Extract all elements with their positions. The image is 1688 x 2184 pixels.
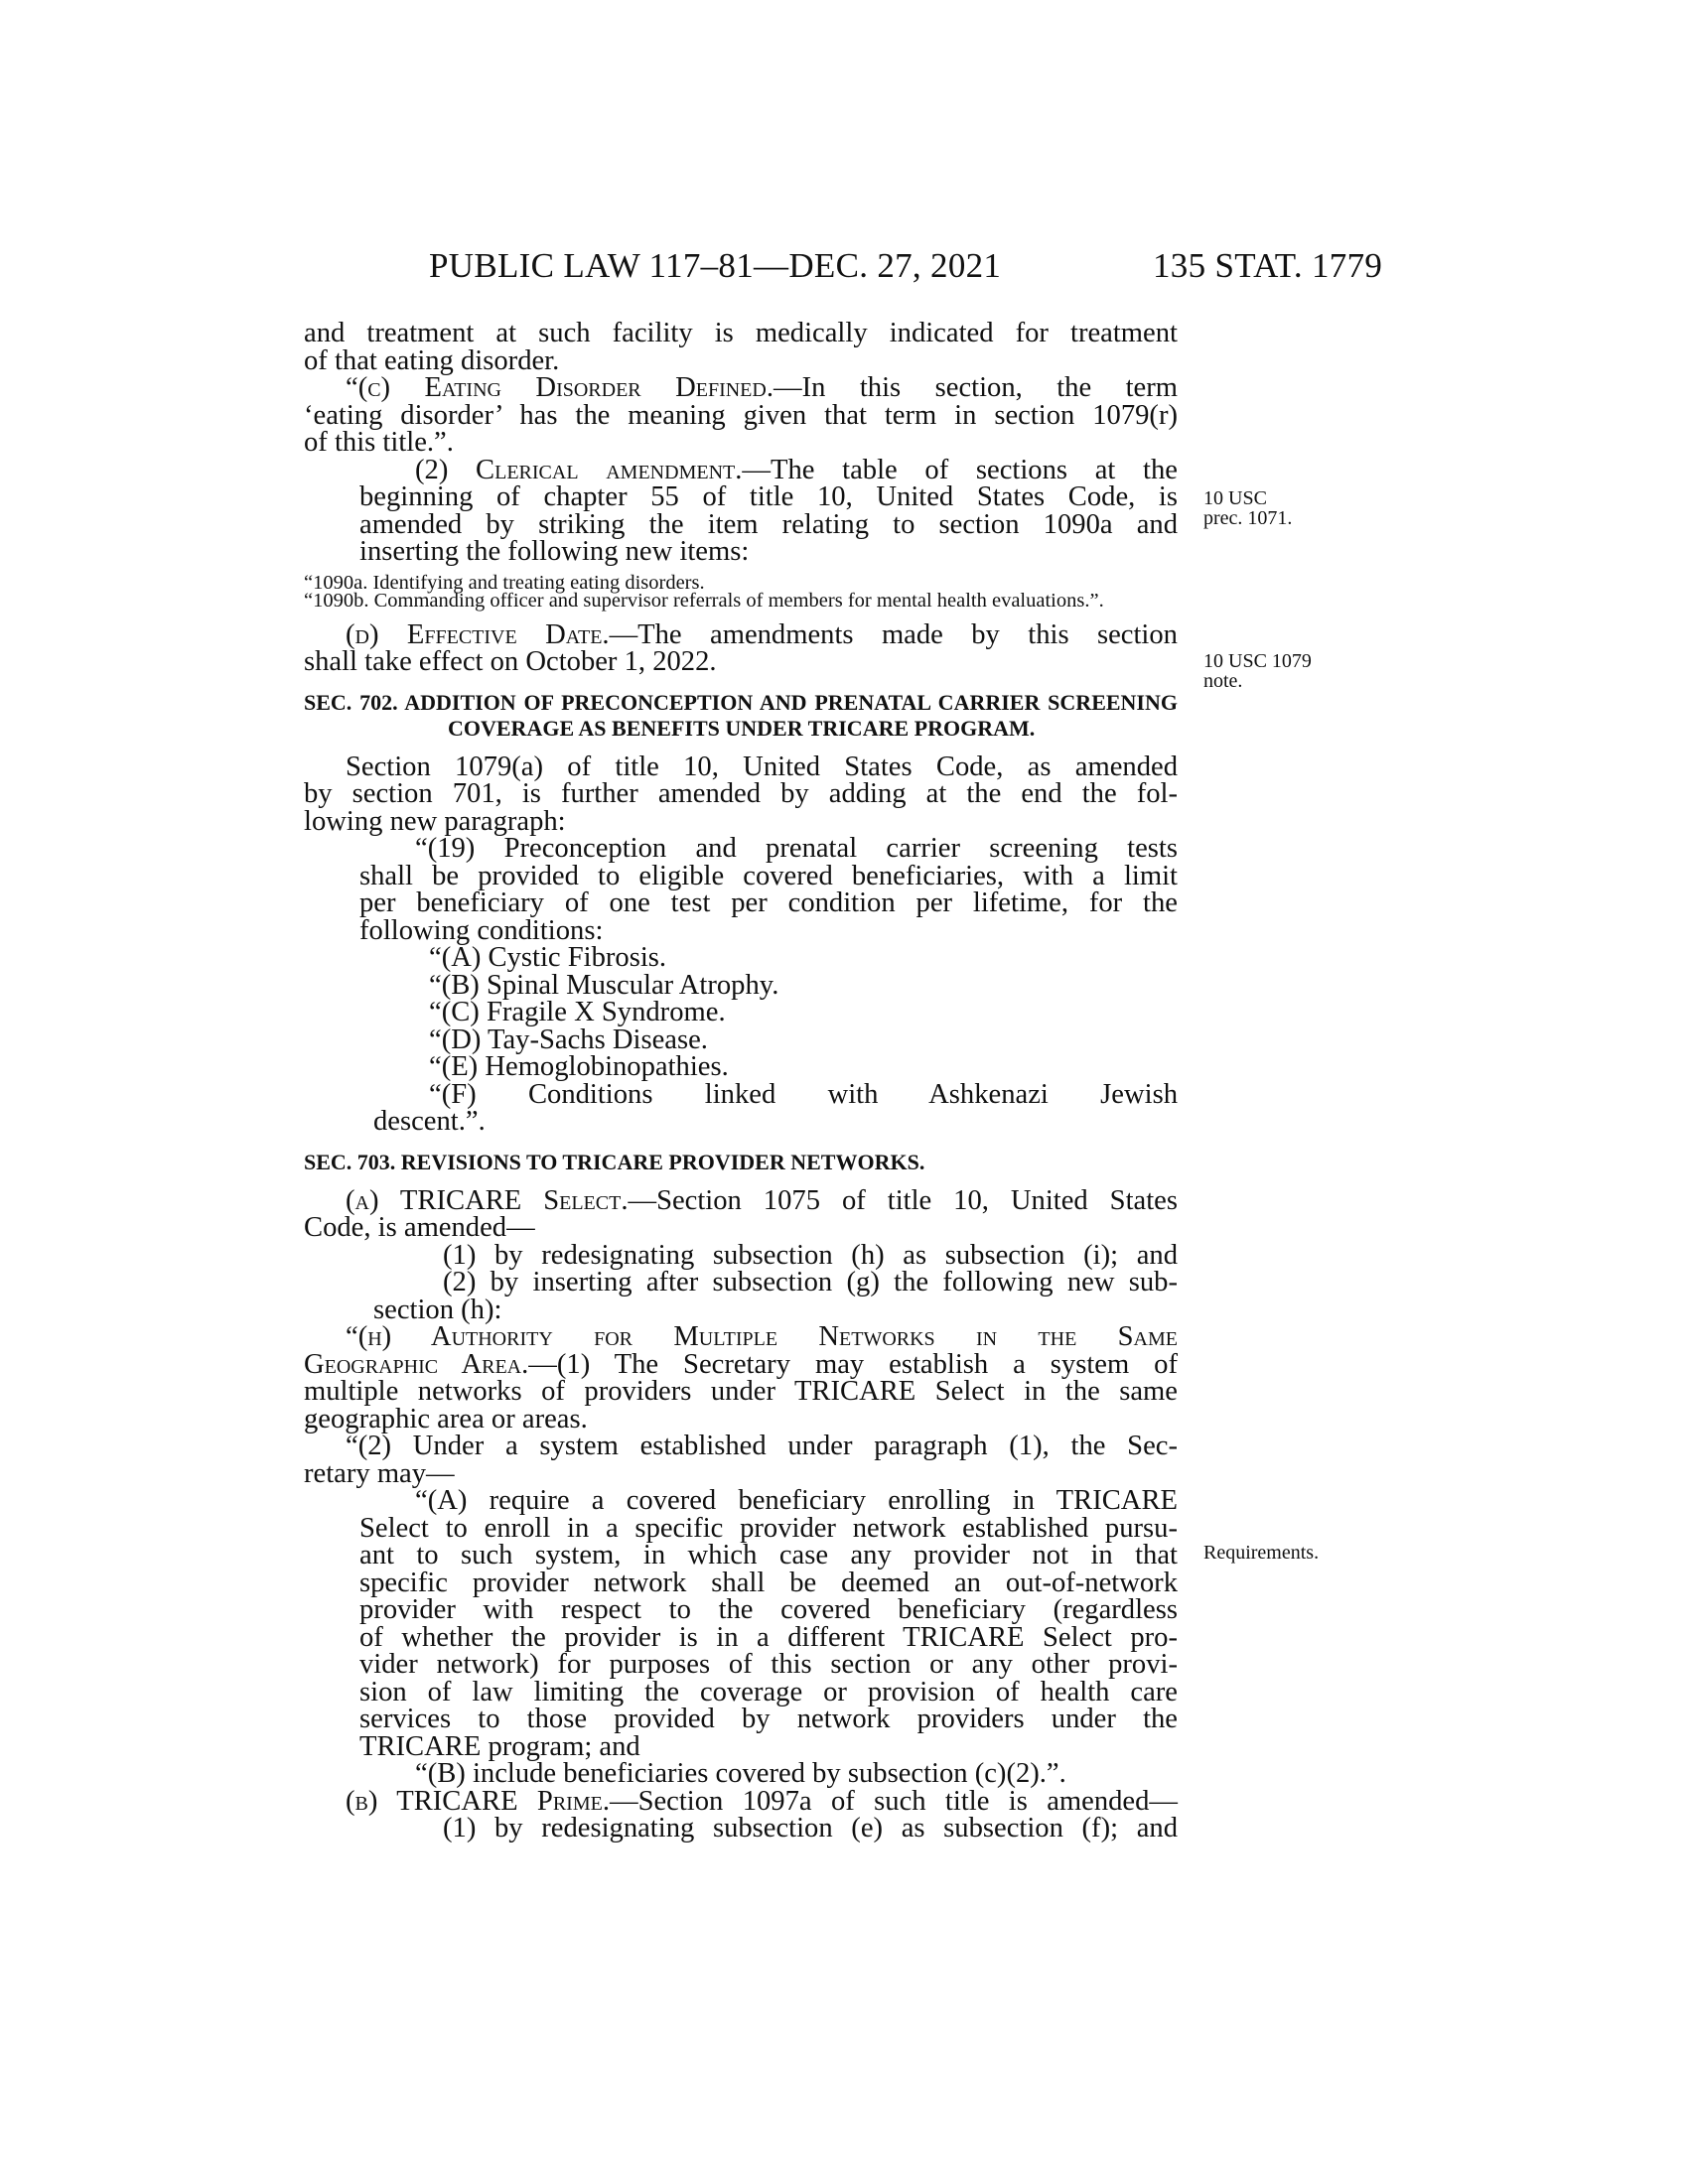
body-line: amended by striking the item relating to section 1090a and [359, 508, 1178, 540]
list-item: “1090b. Commanding officer and supervisor referrals of members for mental health evaluations.”. [304, 589, 1104, 612]
margin-note-usc-1079: 10 USC 1079 note. [1203, 650, 1312, 692]
condition-a: “(A) Cystic Fibrosis. [429, 942, 667, 973]
body-line: of that eating disorder. [304, 344, 560, 376]
body-line: specific provider network shall be deemed an out-of-network [359, 1567, 1178, 1598]
subsection-a: (a) TRICARE Select.—Section 1075 of title 10, United States [346, 1184, 1178, 1216]
body-line: by section 701, is further amended by adding at the end the fol- [304, 778, 1178, 809]
section-703-heading: SEC. 703. REVISIONS TO TRICARE PROVIDER NETWORKS. [304, 1149, 925, 1174]
body-line: descent.”. [373, 1106, 486, 1137]
clause-a: “(A) require a covered beneficiary enrolling in TRICARE [415, 1485, 1178, 1516]
body-line: (1) by redesignating subsection (e) as subsection (f); and [443, 1813, 1178, 1843]
subsection-h-heading: “(h) Authority for Multiple Networks in the Same [346, 1321, 1178, 1352]
margin-note-requirements: Requirements. [1203, 1542, 1320, 1564]
body-line: shall be provided to eligible covered beneficiaries, with a limit [359, 860, 1178, 891]
body-line: ant to such system, in which case any provider not in that [359, 1540, 1178, 1570]
body-line: geographic area or areas. [304, 1403, 588, 1434]
body-line: ‘eating disorder’ has the meaning given that term in section 1079(r) [304, 399, 1178, 431]
document-body [304, 320, 1178, 1843]
condition-e: “(E) Hemoglobinopathies. [429, 1051, 729, 1082]
body-line: Select to enroll in a specific provider network established pursu- [359, 1512, 1178, 1544]
body-line: sion of law limiting the coverage or provision of health care [359, 1676, 1178, 1707]
table-of-sections-items [304, 571, 1178, 612]
clause-b: “(B) include beneficiaries covered by subsection (c)(2).”. [415, 1758, 1066, 1789]
body-line: following conditions: [359, 914, 604, 946]
body-line: TRICARE program; and [359, 1730, 640, 1762]
subsection-b: (b) TRICARE Prime.—Section 1097a of such title is amended— [346, 1785, 1178, 1817]
body-line: provider with respect to the covered beneficiary (regardless [359, 1594, 1178, 1625]
body-line: beginning of chapter 55 of title 10, United States Code, is [359, 481, 1178, 512]
body-line: services to those provided by network providers under the [359, 1704, 1178, 1734]
condition-c: “(C) Fragile X Syndrome. [429, 997, 726, 1027]
body-line: inserting the following new items: [359, 536, 750, 567]
margin-note-usc-prec: 10 USC prec. 1071. [1203, 487, 1293, 529]
condition-f: “(F) Conditions linked with Ashkenazi Jewish [429, 1078, 1178, 1110]
paragraph-19: “(19) Preconception and prenatal carrier screening tests [415, 833, 1178, 864]
body-line: Geographic Area.—(1) The Secretary may establish a system of [304, 1348, 1178, 1380]
body-line: retary may— [304, 1457, 455, 1489]
body-line: vider network) for purposes of this section or any other provi- [359, 1649, 1178, 1680]
body-line: “(2) Under a system established under paragraph (1), the Sec- [346, 1431, 1178, 1461]
body-line: multiple networks of providers under TRICARE Select in the same [304, 1376, 1178, 1407]
body-line: per beneficiary of one test per condition per lifetime, for the [359, 887, 1178, 918]
body-line: (2) by inserting after subsection (g) the following new sub- [443, 1267, 1178, 1297]
condition-b: “(B) Spinal Muscular Atrophy. [429, 969, 779, 1001]
subsection-c: “(c) Eating Disorder Defined.—In this section, the term [346, 372, 1178, 403]
body-line: section (h): [373, 1294, 502, 1325]
body-line: lowing new paragraph: [304, 805, 566, 837]
body-line: Section 1079(a) of title 10, United States Code, as amended [346, 751, 1178, 782]
body-line: of this title.”. [304, 427, 454, 458]
body-line: shall take effect on October 1, 2022. [304, 646, 717, 677]
body-line: Code, is amended— [304, 1212, 535, 1243]
section-702-heading: SEC. 702. ADDITION OF PRECONCEPTION AND PRENATAL CARRIER SCREENING COVERAGE AS BENEFITS UNDER TRICARE PROGRAM. [304, 689, 1178, 741]
condition-d: “(D) Tay-Sachs Disease. [429, 1024, 708, 1055]
running-header-title: PUBLIC LAW 117–81—DEC. 27, 2021 [429, 246, 1002, 285]
list-item: “1090a. Identifying and treating eating disorders. [304, 571, 705, 594]
body-line: and treatment at such facility is medically indicated for treatment [304, 318, 1178, 348]
body-line: (1) by redesignating subsection (h) as subsection (i); and [443, 1239, 1178, 1271]
clerical-amendment: (2) Clerical amendment.—The table of sections at the [415, 454, 1178, 485]
body-line: of whether the provider is in a different TRICARE Select pro- [359, 1621, 1178, 1653]
page-stat-number: 135 STAT. 1779 [1153, 246, 1383, 285]
subsection-d: (d) Effective Date.—The amendments made by this section [346, 618, 1178, 650]
